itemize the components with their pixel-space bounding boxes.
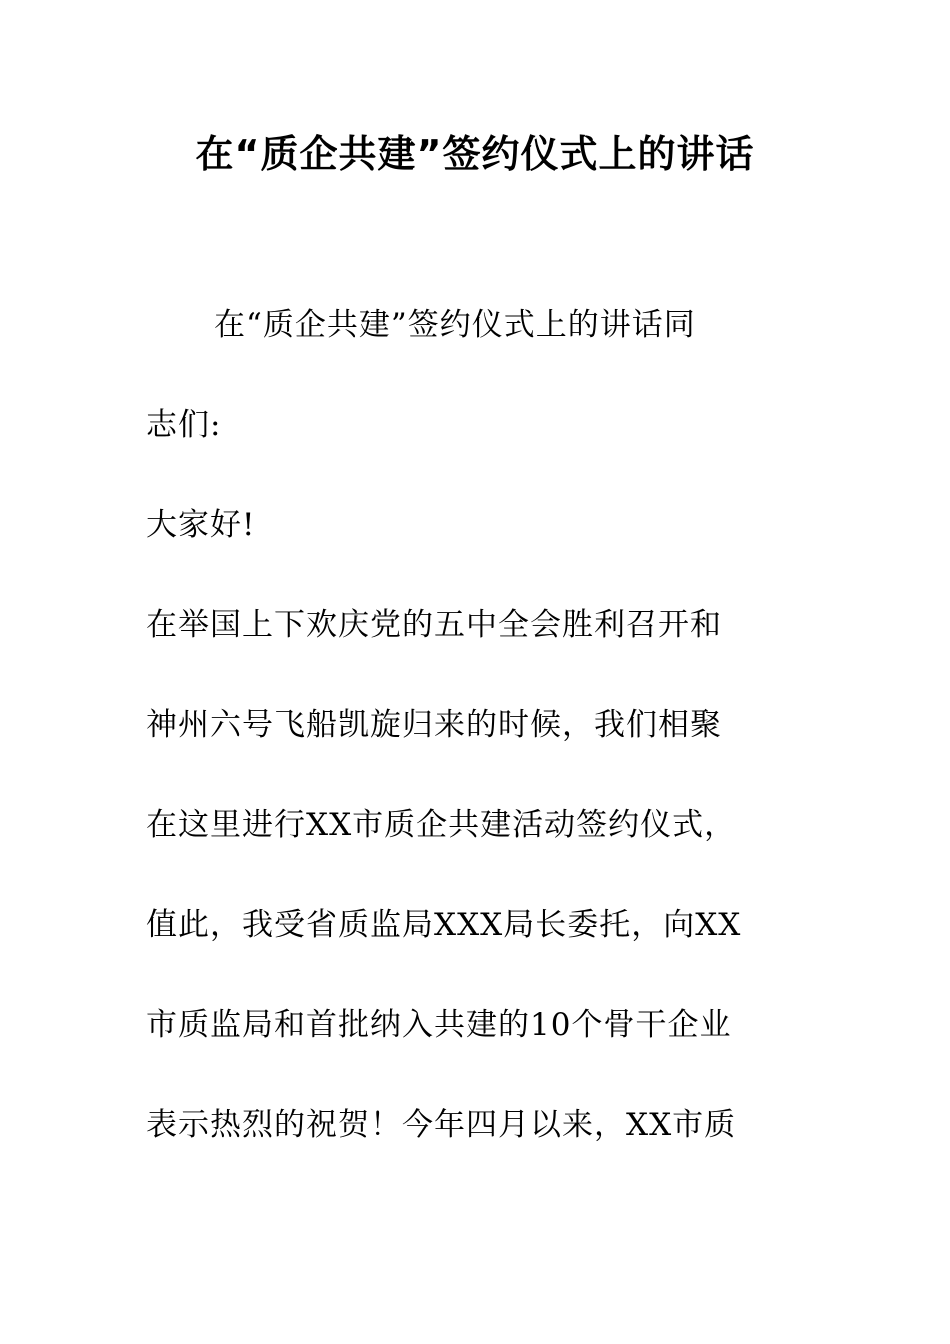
- body-line: 大家好!: [146, 507, 256, 543]
- body-line: 在举国上下欢庆党的五中全会胜利召开和: [146, 607, 722, 643]
- body-line: 表示热烈的祝贺！今年四月以来，XX市质: [146, 1107, 737, 1143]
- body-line: 神州六号飞船凯旋归来的时候，我们相聚: [146, 707, 722, 743]
- body-line: 在这里进行XX市质企共建活动签约仪式，: [146, 807, 737, 843]
- body-line: 志们:: [146, 407, 222, 443]
- body-line: 市质监局和首批纳入共建的10个骨干企业: [146, 1007, 732, 1043]
- body-line: 在“质企共建”签约仪式上的讲话同: [214, 307, 696, 343]
- document-title: 在“质企共建”签约仪式上的讲话: [195, 132, 755, 176]
- body-line: 值此，我受省质监局XXX局长委托，向XX: [146, 907, 742, 943]
